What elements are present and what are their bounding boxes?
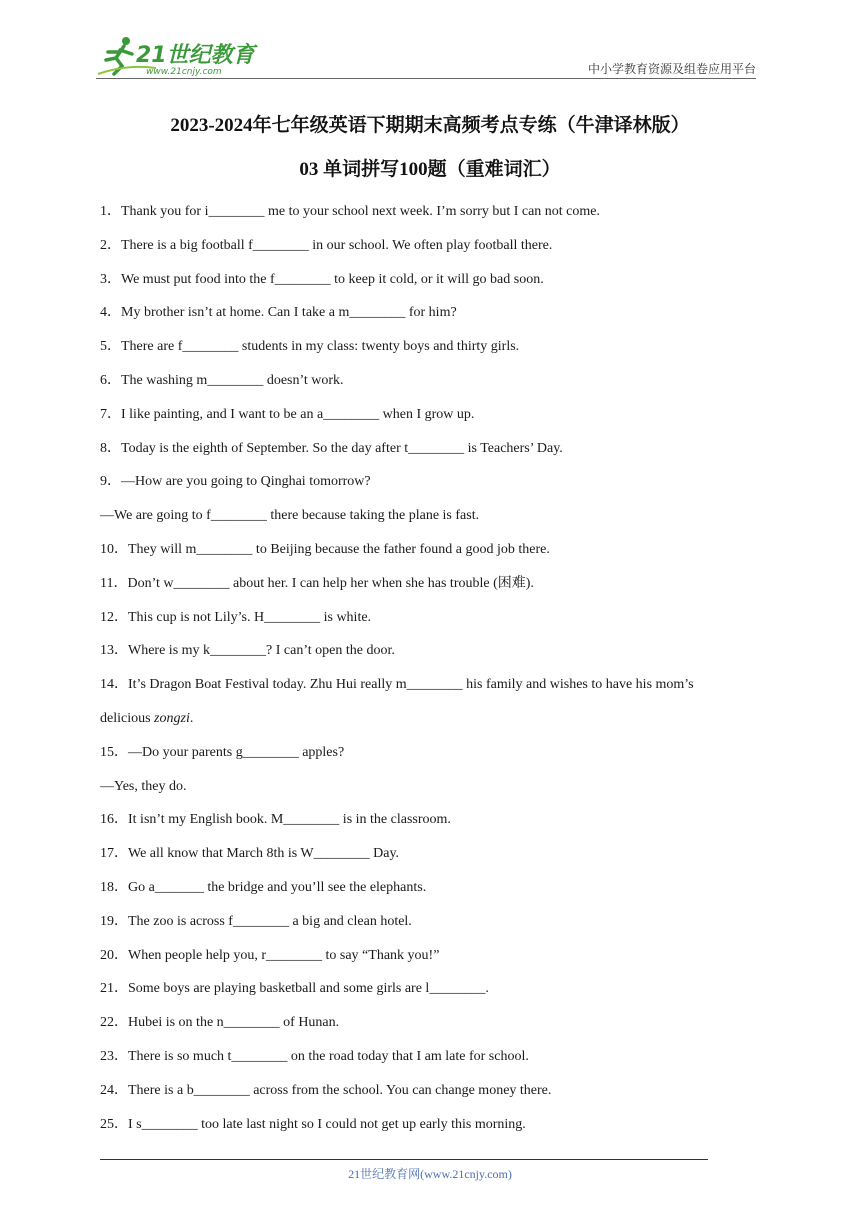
question-line: 20．When people help you, r________ to say “Thank you!” <box>100 947 440 963</box>
question-line: 25．I s________ too late last night so I could not get up early this morning. <box>100 1116 526 1132</box>
question-line: 1．Thank you for i________ me to your school next week. I’m sorry but I can not come. <box>100 204 601 219</box>
document-title: 2023-2024年七年级英语下期期末高频考点专练（牛津译林版） <box>170 115 690 136</box>
question-line: 15．—Do your parents g________ apples? <box>100 744 345 760</box>
question-line: 10．They will m________ to Beijing because the father found a good job there. <box>100 541 550 557</box>
question-line: 11．Don’t w________ about her. I can help her when she has trouble (困难). <box>100 575 534 591</box>
question-line: 21．Some boys are playing basketball and some girls are l________. <box>100 981 489 997</box>
question-line: 9．—How are you going to Qinghai tomorrow? <box>100 474 371 490</box>
question-line: 12．This cup is not Lily’s. H________ is white. <box>100 609 372 625</box>
question-line: 13．Where is my k________? I can’t open the door. <box>100 643 395 659</box>
question-line: 4．My brother isn’t at home. Can I take a m________ for him? <box>100 305 457 321</box>
question-line: 5．There are f________ students in my class: twenty boys and thirty girls. <box>100 339 520 355</box>
question-line: 17．We all know that March 8th is W________ Day. <box>100 846 400 862</box>
question-line: 23．There is so much t________ on the road today that I am late for school. <box>100 1048 529 1064</box>
question-line: —Yes, they do. <box>100 778 187 794</box>
question-line: 24．There is a b________ across from the school. You can change money there. <box>100 1082 552 1098</box>
logo-url: www.21cnjy.com <box>146 67 222 77</box>
footer-divider <box>100 1159 708 1160</box>
header-divider <box>96 78 756 79</box>
document-subtitle: 03 单词拼写100题（重难词汇） <box>299 159 561 180</box>
21cnjy-logo <box>96 34 266 78</box>
question-line: 2．There is a big football f________ in our school. We often play football there. <box>100 237 553 253</box>
question-line: 18．Go a_______ the bridge and you’ll see the elephants. <box>100 879 427 895</box>
footer-text: 21世纪教育网(www.21cnjy.com) <box>348 1167 512 1181</box>
question-list <box>100 195 760 1141</box>
question-line: delicious zongzi. <box>100 710 194 726</box>
page-header <box>96 34 756 80</box>
question-line: 7．I like painting, and I want to be an a________ when I grow up. <box>100 406 475 422</box>
question-line: —We are going to f________ there because taking the plane is fast. <box>100 508 480 524</box>
question-line: 6．The washing m________ doesn’t work. <box>100 372 344 388</box>
question-line: 19．The zoo is across f________ a big and clean hotel. <box>100 913 412 929</box>
question-line: 16．It isn’t my English book. M________ is in the classroom. <box>100 812 451 828</box>
logo-text: 21世纪教育 <box>136 43 255 68</box>
question-line: 3．We must put food into the f________ to keep it cold, or it will go bad soon. <box>100 271 544 287</box>
question-line: 8．Today is the eighth of September. So the day after t________ is Teachers’ Day. <box>100 440 563 456</box>
question-line: 14．It’s Dragon Boat Festival today. Zhu Hui really m________ his family and wishes to have his mom’s <box>100 677 694 693</box>
platform-name: 中小学教育资源及组卷应用平台 <box>587 62 756 76</box>
question-line: 22．Hubei is on the n________ of Hunan. <box>100 1015 340 1031</box>
